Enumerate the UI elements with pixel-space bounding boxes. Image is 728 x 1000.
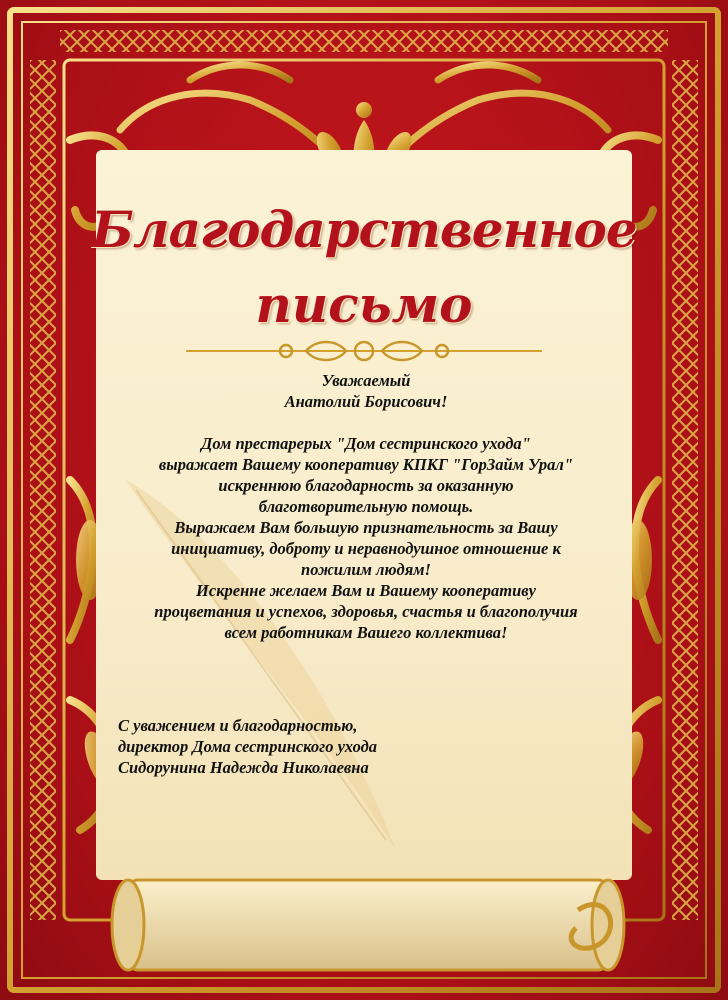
- signature-line: директор Дома сестринского ухода: [118, 737, 378, 756]
- title-line-2: письмо: [255, 275, 473, 334]
- body-line: всем работникам Вашего коллектива!: [224, 623, 508, 642]
- body-line: выражает Вашему кооперативу КПКГ "ГорЗайм Урал": [158, 455, 574, 474]
- body-line: благотворительную помощь.: [258, 497, 474, 516]
- body-line: Искренне желаем Вам и Вашему кооперативу: [196, 581, 536, 600]
- body-line: Выражаем Вам большую признательность за Вашу: [174, 518, 558, 537]
- title-divider-ornament: [186, 336, 542, 366]
- body-line: искреннюю благодарность за оказанную: [218, 476, 514, 495]
- title-line-1: Благодарственное: [91, 200, 637, 259]
- letter-body: [112, 366, 620, 643]
- greeting-line-2: Анатолий Борисович!: [284, 392, 448, 411]
- signature-line: С уважением и благодарностью,: [118, 716, 358, 735]
- body-line: процветания и успехов, здоровья, счастья и благополучия: [154, 602, 578, 621]
- signature-block: [118, 715, 377, 778]
- body-line: инициативу, доброту и неравнодушное отношение к: [171, 539, 561, 558]
- body-line: Дом престарерых "Дом сестринского ухода": [201, 434, 531, 453]
- scroll-ornament: [108, 870, 628, 985]
- signature-line: Сидорунина Надежда Николаевна: [118, 758, 369, 777]
- greeting-line-1: Уважаемый: [321, 371, 411, 390]
- body-line: пожилим людям!: [301, 560, 431, 579]
